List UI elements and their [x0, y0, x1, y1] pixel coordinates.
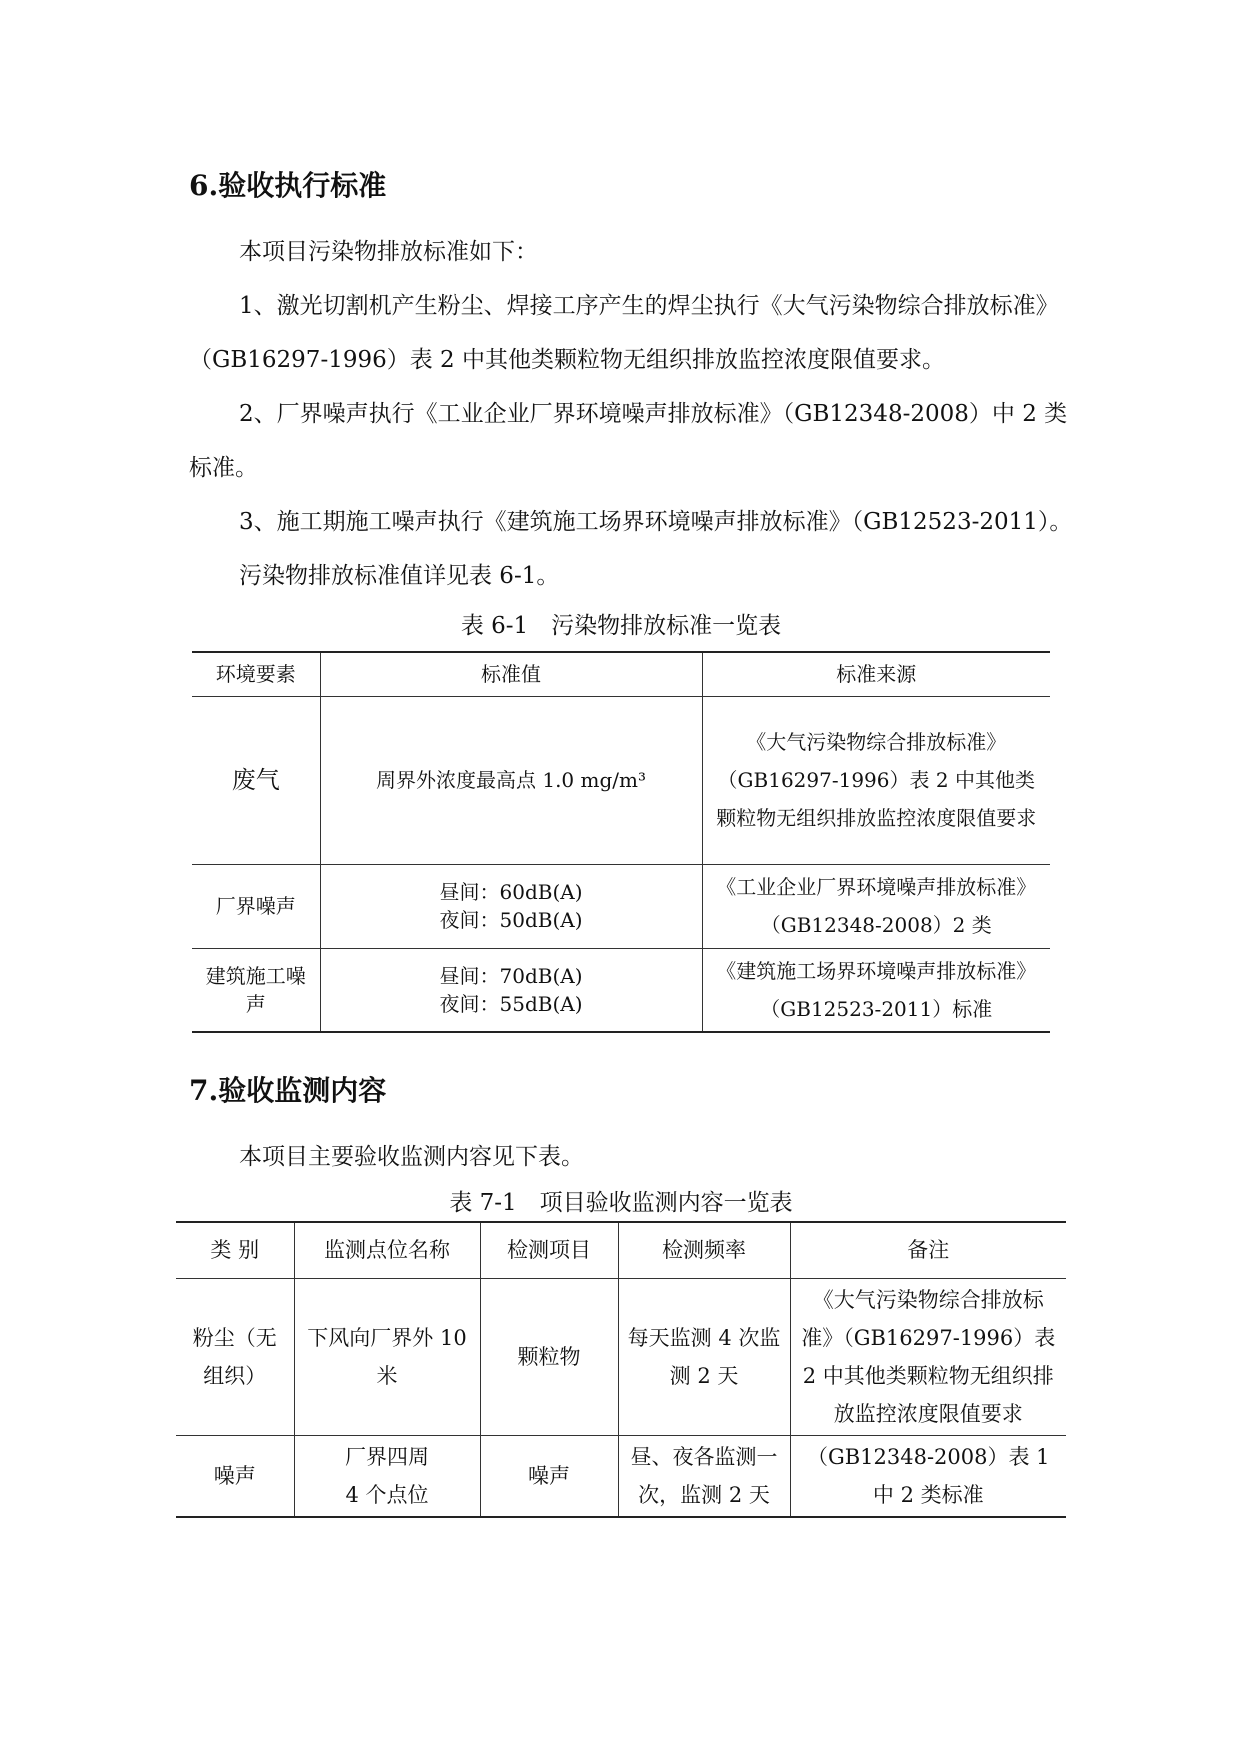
remark-cell: 《大气污染物综合排放标准》（GB16297-1996）表 2 中其他类颗粒物无组织排放监控浓度限值要求	[790, 1278, 1066, 1435]
element-cell: 建筑施工噪声	[192, 948, 320, 1032]
category-cell: 噪声	[176, 1435, 294, 1517]
section-6-item-3	[189, 495, 1089, 549]
value-line: 昼间：60dB(A)	[439, 880, 583, 904]
value-line: 夜间：50dB(A)	[439, 908, 583, 932]
header-cell: 检测频率	[618, 1222, 790, 1278]
value-line: 周界外浓度最高点 1.0 mg/m³	[375, 768, 646, 792]
table-7-1-caption: 表 7-1 项目验收监测内容一览表	[449, 1190, 793, 1216]
item-2-text: 2、厂界噪声执行《工业企业厂界环境噪声排放标准》（GB12348-2008）中 2 类标准。	[189, 401, 1068, 481]
category-cell: 粉尘（无组织）	[176, 1278, 294, 1435]
header-cell: 类 别	[176, 1222, 294, 1278]
table-header-row	[176, 1222, 1066, 1278]
point-cell: 下风向厂界外 10 米	[294, 1278, 480, 1435]
value-cell	[320, 864, 702, 948]
frequency-cell: 昼、夜各监测一次，监测 2 天	[618, 1435, 790, 1517]
table-7-1	[176, 1221, 1066, 1518]
table-row	[192, 948, 1050, 1032]
section-6-item-1	[189, 279, 1069, 387]
source-cell: 《工业企业厂界环境噪声排放标准》（GB12348-2008）2 类	[702, 864, 1050, 948]
value-line: 昼间：70dB(A)	[439, 963, 583, 988]
section-6-heading: 6.验收执行标准	[189, 169, 387, 202]
remark-cell: （GB12348-2008）表 1 中 2 类标准	[790, 1435, 1066, 1517]
intro-text: 本项目主要验收监测内容见下表。	[239, 1144, 584, 1170]
table-row	[176, 1435, 1066, 1517]
section-6-item-2	[189, 387, 1069, 495]
header-cell: 监测点位名称	[294, 1222, 480, 1278]
header-cell: 备注	[790, 1222, 1066, 1278]
section-6-note	[189, 549, 1069, 603]
item-3-text: 3、施工期施工噪声执行《建筑施工场界环境噪声排放标准》（GB12523-2011）。	[239, 509, 1073, 535]
note-text: 污染物排放标准值详见表 6-1。	[239, 563, 560, 589]
source-cell: 《建筑施工场界环境噪声排放标准》（GB12523-2011）标准	[702, 948, 1050, 1032]
table-6-1	[192, 651, 1050, 1033]
source-cell: 《大气污染物综合排放标准》（GB16297-1996）表 2 中其他类颗粒物无组织排放监控浓度限值要求	[702, 696, 1050, 864]
value-line: 夜间：55dB(A)	[439, 991, 583, 1016]
element-cell: 废气	[192, 696, 320, 864]
item-1-text: 1、激光切割机产生粉尘、焊接工序产生的焊尘执行《大气污染物综合排放标准》（GB16297-1996）表 2 中其他类颗粒物无组织排放监控浓度限值要求。	[189, 293, 1059, 373]
section-7-intro	[189, 1130, 1069, 1184]
header-cell: 检测项目	[480, 1222, 618, 1278]
point-line: 厂界四周	[345, 1444, 429, 1469]
table-row	[192, 864, 1050, 948]
item-cell: 颗粒物	[480, 1278, 618, 1435]
element-cell: 厂界噪声	[192, 864, 320, 948]
frequency-cell: 每天监测 4 次监测 2 天	[618, 1278, 790, 1435]
table-header-row	[192, 652, 1050, 696]
point-cell	[294, 1435, 480, 1517]
header-cell: 标准来源	[702, 652, 1050, 696]
point-line: 4 个点位	[345, 1482, 429, 1507]
section-6-intro	[189, 225, 1069, 279]
table-6-1-caption: 表 6-1 污染物排放标准一览表	[460, 613, 782, 639]
intro-text: 本项目污染物排放标准如下：	[239, 239, 538, 265]
value-cell	[320, 696, 702, 864]
item-cell: 噪声	[480, 1435, 618, 1517]
table-row	[192, 696, 1050, 864]
table-row	[176, 1278, 1066, 1435]
value-cell	[320, 948, 702, 1032]
header-cell: 环境要素	[192, 652, 320, 696]
section-7-heading: 7.验收监测内容	[189, 1074, 387, 1107]
header-cell: 标准值	[320, 652, 702, 696]
